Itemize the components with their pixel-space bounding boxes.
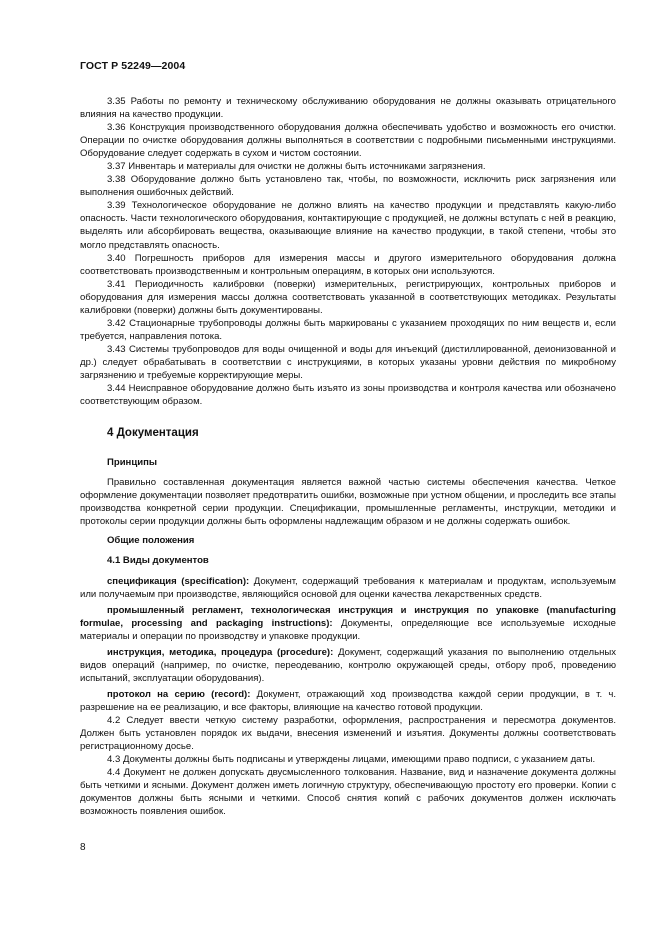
clause-4-3: 4.3 Документы должны быть подписаны и утверждены лицами, имеющими право подписи, с указанием даты.: [107, 754, 596, 766]
general-provisions-heading: Общие положения: [107, 535, 195, 547]
clause-3-36: 3.36 Конструкция производственного оборудования должна обеспечивать удобство и возможность его очистки. Операции по очистке оборудования должны выполняться в соответствии с подробными письменными инструкциями. Оборудование следует содержать в сухом и чистом состоянии.: [80, 122, 617, 160]
clause-3-39: 3.39 Технологическое оборудование не должно влиять на качество продукции и представлять какую-либо опасность. Части технологического оборудования, контактирующие с продукцией, не должны вступать с ней в реакцию, выделять или абсорбировать вещества, оказывающие влияние на качество продукции, в такой степени, чтобы это могло представлять опасность.: [80, 200, 616, 251]
page-number: 8: [80, 842, 86, 853]
definition-term: спецификация (specification):: [107, 575, 250, 587]
clause-3-41: 3.41 Периодичность калибровки (поверки) измерительных, регистрирующих, контрольных приборов и оборудования для измерения массы должна соответствовать указанной в соответствующих методиках. Результаты калибровки (поверки) должны быть документированы.: [80, 278, 617, 316]
definition-term: промышленный регламент, технологическая инструкция и инструкция по упаковке (manufacturing formulae, processing and packaging instructions):: [80, 604, 616, 629]
clause-3-37: 3.37 Инвентарь и материалы для очистки не должны быть источниками загрязнения.: [107, 161, 486, 173]
principles-text: Правильно составленная документация является важной частью системы обеспечения качества. Четкое оформление документации позволяет предотвратить ошибки, возможные при устном общении, и проследить все этапы производства конкретной серии продукции. Спецификации, промышленные регламенты, инструкции, методики и протоколы серии продукции должны быть оформлены надлежащим образом и не должны содержать ошибок.: [80, 477, 616, 528]
definition-procedure: инструкция, методика, процедура (procedure): Документ, содержащий указания по выполнению отдельных видов операций (например, по очистке, переодеванию, контролю окружающей среды, отбору проб, проведению испытаний, эксплуатации оборудования).: [80, 646, 616, 684]
definition-specification: спецификация (specification): Документ, содержащий требования к материалам и продуктам, используемым или получаемым при производстве, являющийся основой для оценки качества лекарственных средств.: [80, 575, 616, 600]
document-body: [80, 95, 616, 818]
clause-3-38: 3.38 Оборудование должно быть установлено так, чтобы, по возможности, исключить риск загрязнения или выполнения ошибочных действий.: [80, 174, 616, 199]
section-4-title: 4 Документация: [107, 427, 199, 440]
clause-4-4: 4.4 Документ не должен допускать двусмысленного толкования. Название, вид и назначение документа должны быть четкими и ясными. Документ должен иметь логичную структуру, обеспечивающую простоту его проверки. Копии с документов должны быть ясными и четкими. Способ снятия копий с рабочих документов должен исключать возможность появления ошибок.: [80, 767, 616, 818]
document-types-heading: 4.1 Виды документов: [107, 555, 209, 567]
clause-3-35: 3.35 Работы по ремонту и техническому обслуживанию оборудования не должны оказывать отрицательного влияния на качество продукции.: [80, 96, 616, 121]
definition-record: протокол на серию (record): Документ, отражающий ход производства каждой серии продукции, в т. ч. разрешение на ее реализацию, и все факторы, влияющие на качество готовой продукции.: [80, 688, 617, 713]
principles-heading: Принципы: [107, 457, 157, 469]
clause-3-40: 3.40 Погрешность приборов для измерения массы и другого измерительного оборудования должна соответствовать производственным и контрольным операциям, в которых они используются.: [80, 252, 616, 277]
clause-3-42: 3.42 Стационарные трубопроводы должны быть маркированы с указанием проходящих по ним веществ и, если требуется, направления потока.: [80, 317, 616, 342]
document-header-code: ГОСТ Р 52249—2004: [80, 60, 186, 72]
definition-term: протокол на серию (record):: [107, 688, 251, 700]
clause-3-44: 3.44 Неисправное оборудование должно быть изъято из зоны производства и контроля качества или обозначено соответствующим образом.: [80, 383, 616, 408]
clause-4-2: 4.2 Следует ввести четкую систему разработки, оформления, распространения и пересмотра документов. Должен быть установлен порядок их выдачи, внесения изменений и изъятия. Документы должны соответствовать регистрационному досье.: [80, 714, 616, 753]
clause-3-43: 3.43 Системы трубопроводов для воды очищенной и воды для инъекций (дистиллированной, деионизованной и др.) следует обрабатывать в соответствии с инструкциями, в которых указаны уровни действия по микробному загрязнению и требуемые корректирующие меры.: [80, 343, 616, 381]
definition-term: инструкция, методика, процедура (procedure):: [107, 646, 334, 658]
definition-manufacturing-formulae: промышленный регламент, технологическая инструкция и инструкция по упаковке (manufacturing formulae, processing and packaging instructions): Документы, определяющие все используемые исходные материалы и операции по производству и упаковке продукции.: [80, 604, 616, 642]
